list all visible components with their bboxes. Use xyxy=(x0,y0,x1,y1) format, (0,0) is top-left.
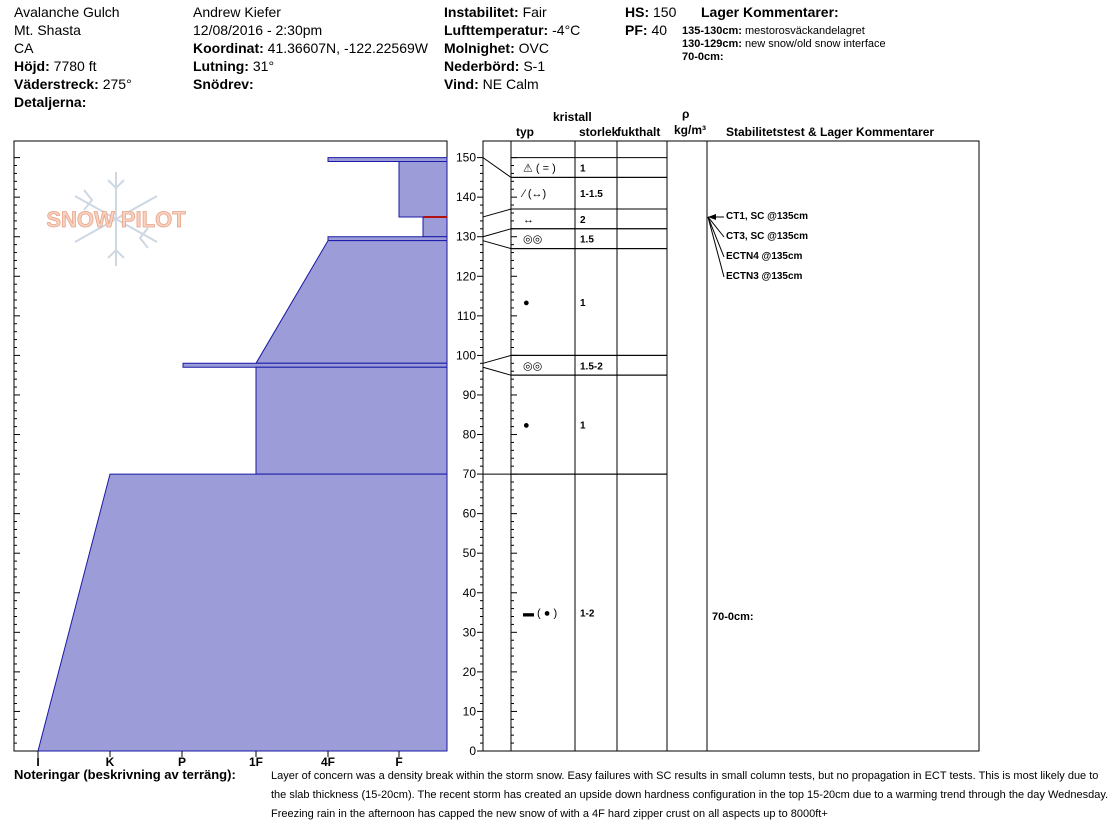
coordinate-value: 41.36607N, -122.22569W xyxy=(267,40,428,56)
layer-comment-text: new snow/old snow interface xyxy=(745,38,886,50)
hardness-tick-label: F xyxy=(395,755,403,769)
layer-connector xyxy=(483,229,511,237)
mountain-name: Mt. Shasta xyxy=(14,22,81,38)
hardness-layer xyxy=(256,241,447,364)
elevation-value: 7780 ft xyxy=(53,58,97,74)
layer-connector xyxy=(483,241,511,249)
location-name: Avalanche Gulch xyxy=(14,4,120,20)
notes-line: Freezing rain in the afternoon has capped the new snow of with a 4F hard zipper crust on all aspects up to 8000ft+ xyxy=(271,808,828,820)
height-tick-label: 150 xyxy=(455,150,476,165)
stability-test-label: CT3, SC @135cm xyxy=(726,231,809,242)
height-tick-label: 110 xyxy=(456,308,476,323)
notes-label: Noteringar (beskrivning av terräng): xyxy=(14,767,236,782)
height-tick-label: 120 xyxy=(455,269,476,284)
crystal-size: 1 xyxy=(580,163,586,175)
height-tick-label: 70 xyxy=(462,467,476,482)
crystal-type-symbol: ▬ ( ● ) xyxy=(523,607,558,620)
details-label: Detaljerna: xyxy=(14,94,87,110)
airtemp-label: Lufttemperatur: xyxy=(444,22,549,38)
crystal-size: 1-2 xyxy=(580,608,595,620)
hardness-layer xyxy=(423,217,447,237)
crystal-size: 1-1.5 xyxy=(580,189,603,201)
wind-label: Vind: xyxy=(444,76,479,92)
hardness-layer xyxy=(328,237,447,241)
hardness-layer xyxy=(183,363,447,367)
observer-name: Andrew Kiefer xyxy=(193,4,281,20)
height-tick-label: 80 xyxy=(462,427,476,442)
layer-comment-range: 130-129cm: xyxy=(682,38,742,50)
crystal-type-symbol: ⁄ (↔) xyxy=(523,188,547,201)
layer-connector xyxy=(483,158,511,178)
aspect-label: Väderstreck: xyxy=(14,76,99,92)
moisture-header: fukthalt xyxy=(617,125,661,139)
left-axis-ticks xyxy=(14,158,20,751)
crystal-type-symbol: ⚠ ( = ) xyxy=(523,162,556,175)
height-tick-label: 40 xyxy=(462,585,476,600)
hardness-tick-label: P xyxy=(177,755,187,769)
right-layer-note: 70-0cm: xyxy=(712,611,754,623)
hardness-tick-label: 1F xyxy=(248,755,264,769)
crystal-size: 1.5 xyxy=(580,234,594,246)
height-tick-label: 0 xyxy=(469,744,476,758)
cloud-label: Molnighet: xyxy=(444,40,515,56)
crystal-size: 2 xyxy=(580,214,586,226)
stability-test-label: ECTN4 @135cm xyxy=(726,251,803,262)
layer-connector xyxy=(483,367,511,375)
cloud-value: OVC xyxy=(518,40,549,56)
crystal-type-symbol: ◎◎ xyxy=(523,233,543,246)
precip-value: S-1 xyxy=(523,58,546,74)
stability-test-arrow xyxy=(708,217,724,257)
crystal-type-symbol: ● xyxy=(523,419,530,432)
hardness-layer xyxy=(328,158,447,162)
hardness-layer xyxy=(256,367,447,474)
layer-table-columns xyxy=(511,141,707,751)
height-tick-label: 60 xyxy=(462,506,476,521)
hardness-layer xyxy=(399,162,447,217)
crystal-size: 1.5-2 xyxy=(580,361,603,373)
stability-header: Stabilitetstest & Lager Kommentarer xyxy=(726,125,935,139)
hardness-tick-label: I xyxy=(36,755,40,769)
elevation-label: Höjd: xyxy=(14,58,50,74)
height-tick-label: 10 xyxy=(462,704,476,719)
crystal-type-symbol: ◎◎ xyxy=(523,360,543,373)
type-header: typ xyxy=(516,125,534,139)
height-tick-label: 90 xyxy=(462,387,476,402)
snowpilot-logo xyxy=(46,172,186,266)
observation-datetime: 12/08/2016 - 2:30pm xyxy=(193,22,323,38)
stability-tests xyxy=(708,214,724,277)
size-header: storlek xyxy=(579,125,619,139)
notes-line: the slab thickness (15-20cm). The recent storm has created an upside down hardness configuration in the top 15-20cm due to a warming trend through the day Wednesday. xyxy=(271,789,1108,801)
hardness-tick-label: 4F xyxy=(320,755,336,769)
precip-label: Nederbörd: xyxy=(444,58,520,74)
coordinate-label: Koordinat: xyxy=(193,40,264,56)
layer-connector xyxy=(483,209,511,217)
pf-label: PF: xyxy=(625,22,648,38)
hs-value: 150 xyxy=(653,4,677,20)
hardness-tick-label: K xyxy=(105,755,115,769)
hardness-profile xyxy=(38,158,447,751)
density-unit-header: kg/m³ xyxy=(674,123,707,137)
height-tick-label: 140 xyxy=(455,190,476,205)
layer-connector xyxy=(483,355,511,363)
airtemp-value: -4°C xyxy=(552,22,581,38)
stability-test-arrow xyxy=(708,217,724,277)
pf-value: 40 xyxy=(651,22,668,38)
wind-value: NE Calm xyxy=(482,76,539,92)
logo-text: SNOW PILOT xyxy=(46,207,186,232)
crystal-size: 1 xyxy=(580,297,586,309)
slope-value: 31° xyxy=(252,58,275,74)
crystal-type-symbol: ● xyxy=(523,296,530,309)
crystal-size: 1 xyxy=(580,420,586,432)
hs-label: HS: xyxy=(625,4,650,20)
stability-test-label: ECTN3 @135cm xyxy=(726,271,803,282)
rho-header: ρ xyxy=(682,107,690,121)
stability-test-label: CT1, SC @135cm xyxy=(726,211,809,222)
state-name: CA xyxy=(14,40,34,56)
aspect-value: 275° xyxy=(102,76,132,92)
instability-label: Instabilitet: xyxy=(444,4,519,20)
layer-comment-range: 70-0cm: xyxy=(682,51,724,63)
hardness-layer xyxy=(38,474,447,751)
notes-line: Layer of concern was a density break within the storm snow. Easy failures with SC results in small column tests, but no propagation in ECT tests. This is most likely due to xyxy=(271,770,1099,782)
height-tick-label: 130 xyxy=(455,229,476,244)
drift-label: Snödrev: xyxy=(193,76,254,92)
layer-comments-title: Lager Kommentarer: xyxy=(701,4,839,20)
layer-comment-text: mestorosväckandelagret xyxy=(745,25,865,37)
height-tick-label: 100 xyxy=(455,348,476,363)
height-tick-label: 50 xyxy=(462,546,476,561)
layer-comment-range: 135-130cm: xyxy=(682,25,742,37)
notes-body xyxy=(271,767,1108,824)
height-tick-label: 20 xyxy=(462,664,476,679)
height-tick-label: 30 xyxy=(462,625,476,640)
crystal-header: kristall xyxy=(553,110,592,124)
slope-label: Lutning: xyxy=(193,58,249,74)
instability-value: Fair xyxy=(522,4,547,20)
crystal-type-symbol: ↔ xyxy=(523,213,534,226)
